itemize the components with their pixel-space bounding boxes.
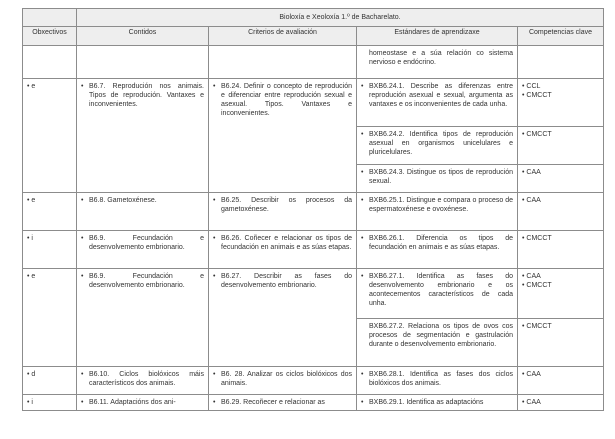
standard-cell: • BXB6.27.1. Identifica as fases do desenvolvemento embrionario e os acontecementos característicos de cada unha.	[357, 269, 518, 319]
criterion-cell: • B6.27. Describir as fases do desenvolvemento embrionario.	[209, 269, 357, 367]
competency-cell: • CAA • CMCCT	[518, 269, 604, 319]
column-header-row	[23, 27, 604, 46]
table-row	[23, 79, 604, 127]
criterion-cell: • B6.26. Coñecer e relacionar os tipos de fecundación en animais e as súas etapas.	[209, 231, 357, 269]
competency-cell: • CMCCT	[518, 231, 604, 269]
header-standards: Estándares de aprendizaxe	[357, 27, 518, 46]
criterion-cell: • B6.24. Definir o concepto de reprodución e diferenciar entre reprodución sexual e asexual. Tipos. Vantaxes e inconvenientes.	[209, 79, 357, 193]
objective-cell: • d	[23, 367, 77, 395]
table-row	[23, 367, 604, 395]
competency-cell: • CMCCT	[518, 319, 604, 367]
competency-cell: • CAA	[518, 367, 604, 395]
competency-cell: • CCL • CMCCT	[518, 79, 604, 127]
competency-cell: • CMCCT	[518, 127, 604, 165]
competency-cell: • CAA	[518, 193, 604, 231]
table-row	[23, 193, 604, 231]
criterion-cell: • B6.25. Describir os procesos da gametoxénese.	[209, 193, 357, 231]
standard-text: homeostase e a súa relación co sistema nervioso e endócrino.	[369, 50, 513, 66]
objective-cell: • e	[23, 269, 77, 367]
table-title: Bioloxía e Xeoloxía 1.º de Bacharelato.	[77, 9, 604, 27]
content-cell: • B6.7. Reprodución nos animais. Tipos de reprodución. Vantaxes e inconvenientes.	[77, 79, 209, 193]
header-competencies: Competencias clave	[518, 27, 604, 46]
content-cell: • B6.8. Gametoxénese.	[77, 193, 209, 231]
header-objectives: Obxectivos	[23, 27, 77, 46]
content-cell: • B6.11. Adaptacións dos ani-	[77, 395, 209, 411]
table-row	[23, 269, 604, 319]
content-cell: • B6.9. Fecundación e desenvolvemento embrionario.	[77, 269, 209, 367]
content-cell: • B6.9. Fecundación e desenvolvemento embrionario.	[77, 231, 209, 269]
standard-cell	[357, 46, 518, 79]
standard-cell: BXB6.27.2. Relaciona os tipos de ovos cos procesos de segmentación e gastrulación durante o desenvolvemento embrionario.	[357, 319, 518, 367]
objective-cell: • e	[23, 79, 77, 193]
criterion-cell: • B6. 28. Analizar os ciclos biolóxicos dos animais.	[209, 367, 357, 395]
header-criteria: Criterios de avaliación	[209, 27, 357, 46]
objective-cell: • i	[23, 231, 77, 269]
standard-cell: • BXB6.24.1. Describe as diferenzas entre reprodución asexual e sexual, argumenta as vantaxes e os inconvenientes de cada unha.	[357, 79, 518, 127]
standard-cell: • BXB6.24.3. Distingue os tipos de reprodución sexual.	[357, 165, 518, 193]
table-row	[23, 395, 604, 411]
objective-cell: • i	[23, 395, 77, 411]
competency-cell: • CAA	[518, 395, 604, 411]
objective-cell: • e	[23, 193, 77, 231]
header-contents: Contidos	[77, 27, 209, 46]
curriculum-table	[22, 8, 604, 411]
standard-cell: • BXB6.24.2. Identifica tipos de reprodución asexual en organismos unicelulares e pluricelulares.	[357, 127, 518, 165]
standard-cell: • BXB6.29.1. Identifica as adaptacións	[357, 395, 518, 411]
table-row	[23, 46, 604, 79]
table-row	[23, 231, 604, 269]
title-blank-cell	[23, 9, 77, 27]
standard-cell: • BXB6.26.1. Diferencia os tipos de fecundación en animais e as súas etapas.	[357, 231, 518, 269]
criterion-cell: • B6.29. Recoñecer e relacionar as	[209, 395, 357, 411]
competency-cell: • CAA	[518, 165, 604, 193]
table-title-row	[23, 9, 604, 27]
content-cell: • B6.10. Ciclos biolóxicos máis característicos dos animais.	[77, 367, 209, 395]
standard-cell: • BXB6.25.1. Distingue e compara o proceso de espermatoxénese e ovoxénese.	[357, 193, 518, 231]
standard-cell: • BXB6.28.1. Identifica as fases dos ciclos biolóxicos dos animais.	[357, 367, 518, 395]
